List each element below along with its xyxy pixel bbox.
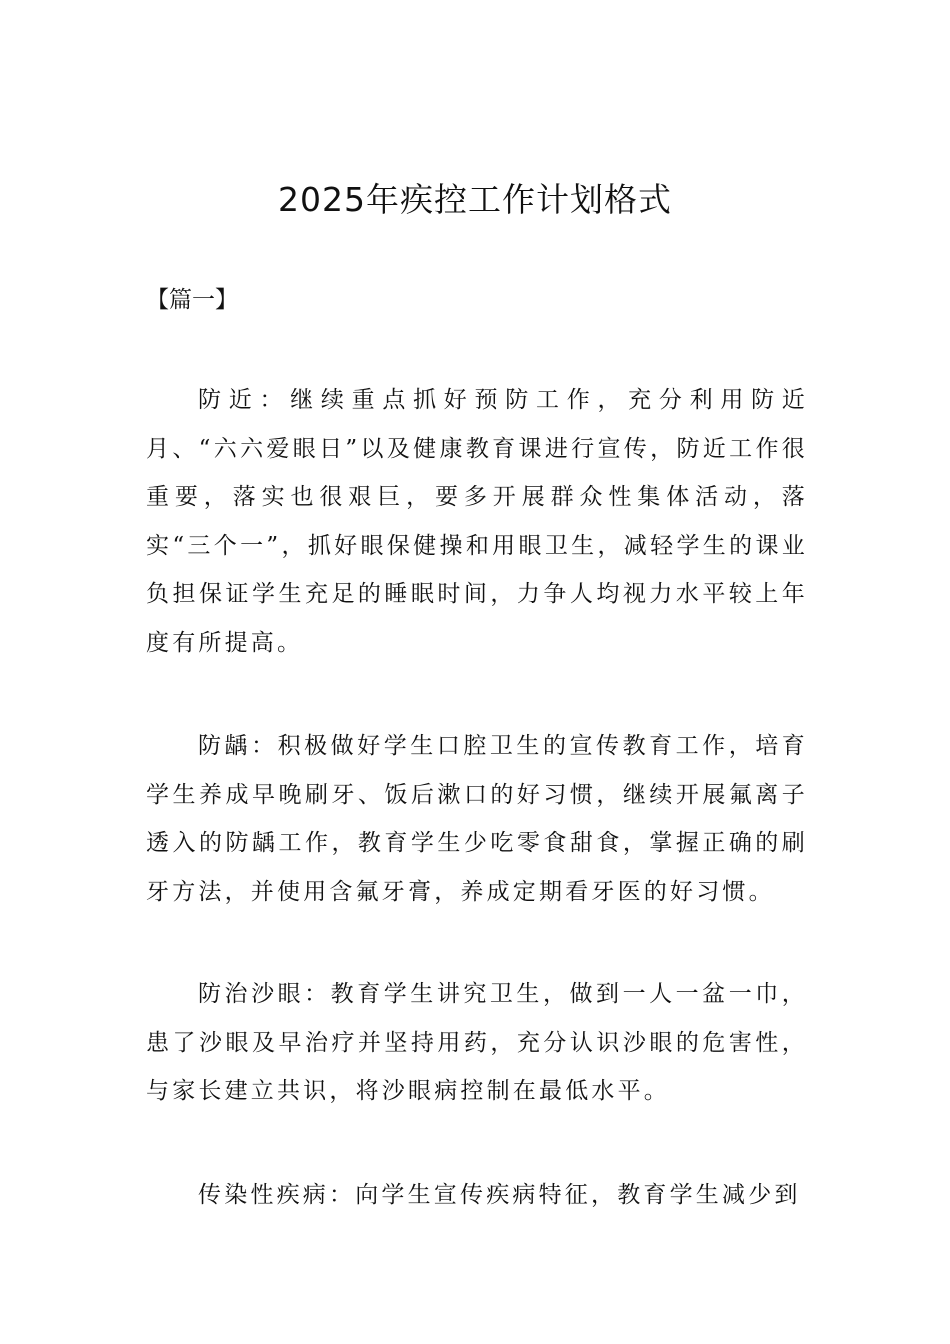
paragraph-caries-prevention: 防龋：积极做好学生口腔卫生的宣传教育工作，培育学生养成早晚刷牙、饭后漱口的好习惯，继续开展氟离子透入的防龋工作，教育学生少吃零食甜食，掌握正确的刷牙方法，并使用含氟牙膏，养成定期看牙医的好习惯。	[146, 733, 808, 905]
section-label: 【篇一】	[146, 287, 238, 313]
paragraph-infectious-disease: 传染性疾病：向学生宣传疾病特征，教育学生减少到	[198, 1182, 801, 1208]
paragraph-myopia-prevention: 防近：继续重点抓好预防工作，充分利用防近月、“六六爱眼日”以及健康教育课进行宣传，防近工作很重要，落实也很艰巨，要多开展群众性集体活动，落实“三个一”，抓好眼保健操和用眼卫生，减轻学生的课业负担保证学生充足的睡眠时间，力争人均视力水平较上年度有所提高。	[146, 387, 808, 656]
paragraph-trachoma-prevention: 防治沙眼：教育学生讲究卫生，做到一人一盆一巾，患了沙眼及早治疗并坚持用药，充分认识沙眼的危害性，与家长建立共识，将沙眼病控制在最低水平。	[146, 981, 808, 1105]
document-title: 2025年疾控工作计划格式	[278, 180, 672, 219]
